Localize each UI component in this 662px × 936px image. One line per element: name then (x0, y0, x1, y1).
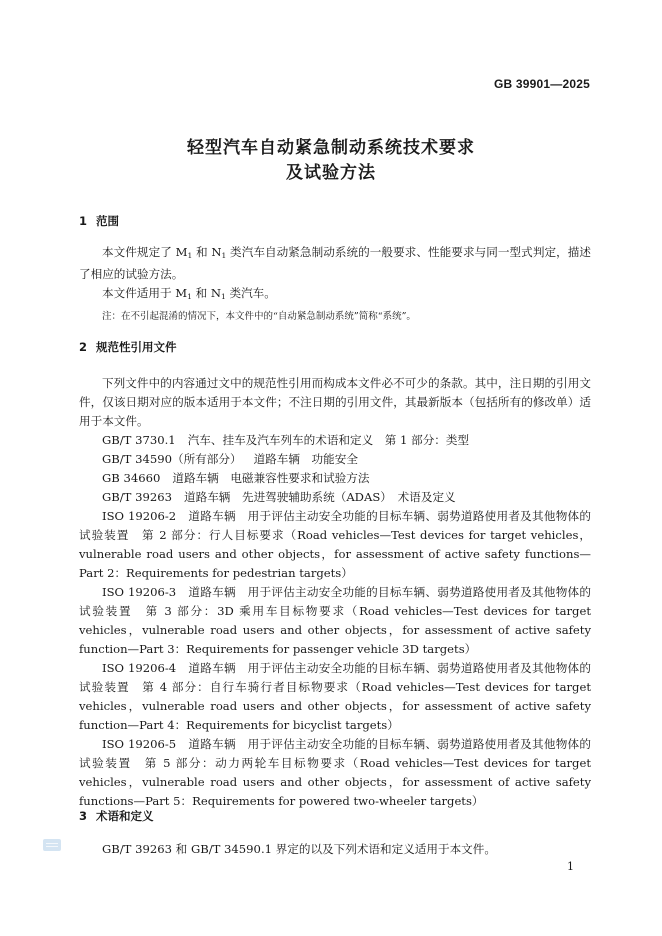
reference-title: 道路车辆 用于评估主动安全功能的目标车辆、弱势道路使用者及其他物体的试验装置 第 5 部分：动力两轮车目标物要求（Road vehicles—Test devices for target vehicles，vulnerable road users and other objects，for assessment of active safety functions—Part 5：Requirements for powered two-wheeler targets） (79, 737, 591, 808)
scope-note: 注：在不引起混淆的情况下，本文件中的“自动紧急制动系统”简称“系统”。 (102, 311, 416, 322)
section-2-body (79, 374, 591, 811)
reference-code: ISO 19206-5 (102, 737, 177, 751)
section-3-body (79, 840, 591, 859)
reference-item (79, 450, 591, 469)
reference-code: ISO 19206-3 (102, 585, 177, 599)
applicability-paragraph: 本文件适用于 $M_1$ 和 $N_1$ 类汽车。 (102, 286, 276, 301)
scope-paragraph: 本文件规定了 $M_1$ 和 $N_1$ 类汽车自动紧急制动系统的一般要求、性能要求与同一型式判定，描述了相应的试验方法。 (79, 245, 591, 281)
reference-code: GB/T 39263 (102, 490, 172, 504)
reference-title: 道路车辆 用于评估主动安全功能的目标车辆、弱势道路使用者及其他物体的试验装置 第 2 部分：行人目标要求（Road vehicles—Test devices for target vehicles，vulnerable road users and other objects，for assessment of active safety functions—Part 2：Requirements for pedestrian targets） (79, 509, 591, 580)
reference-title: 道路车辆 用于评估主动安全功能的目标车辆、弱势道路使用者及其他物体的试验装置 第 4 部分：自行车骑行者目标物要求（Road vehicles—Test devices for target vehicles，vulnerable road users and other objects，for assessment of active safety function—Part 4：Requirements for bicyclist targets） (79, 661, 591, 732)
reference-item (79, 431, 591, 450)
normative-references-intro: 下列文件中的内容通过文中的规范性引用而构成本文件必不可少的条款。其中，注日期的引用文件，仅该日期对应的版本适用于本文件；不注日期的引用文件，其最新版本（包括所有的修改单）适用于本文件。 (79, 376, 591, 428)
section-number: 3 (79, 809, 88, 823)
section-title: 规范性引用文件 (96, 340, 177, 354)
reference-title: 道路车辆 电磁兼容性要求和试验方法 (172, 471, 370, 485)
section-title: 范围 (96, 214, 119, 228)
reference-title: 汽车、挂车及汽车列车的术语和定义 第 1 部分：类型 (187, 433, 470, 447)
reference-title: 道路车辆 用于评估主动安全功能的目标车辆、弱势道路使用者及其他物体的试验装置 第 3 部分：3D 乘用车目标物要求（Road vehicles—Test devices for target vehicles，vulnerable road users and other objects，for assessment of active safety function—Part 3：Requirements for passenger vehicle 3D targets） (79, 585, 591, 656)
reference-code: ISO 19206-2 (102, 509, 177, 523)
reference-item (79, 659, 591, 735)
reference-code: GB/T 3730.1 (102, 433, 176, 447)
reference-title: 道路车辆 功能安全 (253, 452, 358, 466)
section-1-body (79, 243, 591, 325)
section-3-heading (79, 808, 154, 824)
reference-code: GB/T 34590（所有部分） (102, 452, 242, 466)
section-2-heading (79, 339, 177, 355)
reference-item (79, 583, 591, 659)
reference-title: 道路车辆 先进驾驶辅助系统（ADAS） 术语及定义 (184, 490, 456, 504)
reference-item (79, 488, 591, 507)
section-number: 1 (79, 214, 88, 228)
reference-item (79, 735, 591, 811)
page-number: 1 (567, 860, 574, 873)
section-1-heading (79, 213, 119, 229)
terms-paragraph: GB/T 39263 和 GB/T 34590.1 界定的以及下列术语和定义适用于本文件。 (102, 842, 496, 856)
section-title: 术语和定义 (96, 809, 154, 823)
document-title-line1: 轻型汽车自动紧急制动系统技术要求 (187, 138, 475, 158)
reference-code: ISO 19206-4 (102, 661, 177, 675)
document-title-line2: 及试验方法 (286, 163, 376, 183)
reference-code: GB 34660 (102, 471, 161, 485)
reference-item (79, 469, 591, 488)
reference-item (79, 507, 591, 583)
section-number: 2 (79, 340, 88, 354)
standard-number: GB 39901—2025 (494, 77, 590, 91)
watermark-logo (43, 839, 61, 851)
